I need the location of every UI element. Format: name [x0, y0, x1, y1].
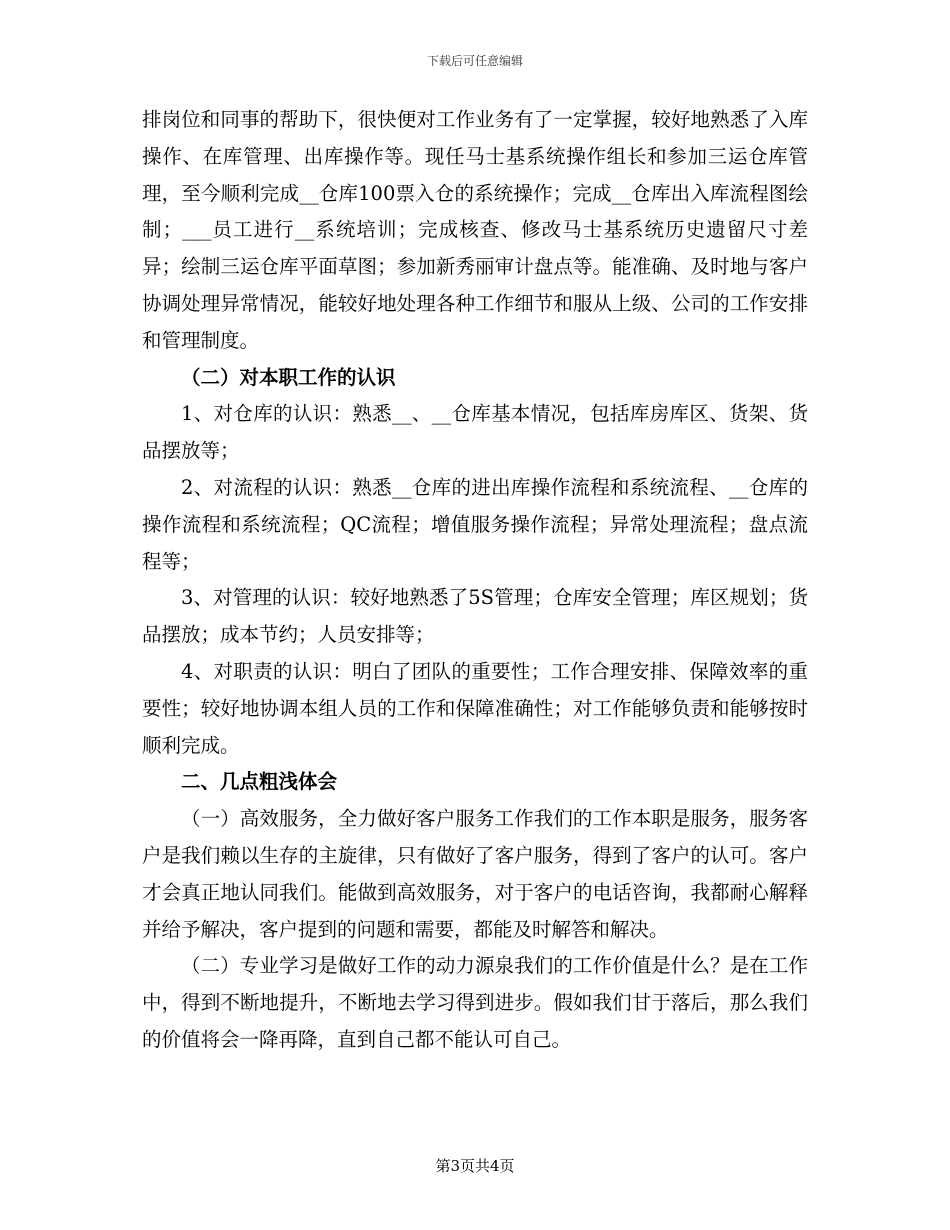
paragraph-management-understanding: 3、对管理的认识：较好地熟悉了5S管理；仓库安全管理；库区规划；货品摆放；成本节约；人员安排等； — [142, 586, 808, 647]
document-body — [142, 102, 808, 1059]
paragraph-process-understanding: 2、对流程的认识：熟悉__仓库的进出库操作流程和系统流程、__仓库的操作流程和系统流程；QC流程；增值服务操作流程；异常处理流程；盘点流程等； — [142, 475, 808, 573]
paragraph-professional-study: （二）专业学习是做好工作的动力源泉我们的工作价值是什么？是在工作中，得到不断地提升，不断地去学习得到进步。假如我们甘于落后，那么我们的价值将会一降再降，直到自己都不能认可自己。 — [142, 954, 808, 1051]
paragraph-warehouse-understanding: 1、对仓库的认识：熟悉__、__仓库基本情况，包括库房库区、货架、货品摆放等； — [142, 402, 808, 463]
page-number-footer: 第3页共4页 — [435, 1157, 515, 1175]
section-heading-experiences: 二、几点粗浅体会 — [181, 770, 338, 794]
paragraph-efficient-service: （一）高效服务，全力做好客户服务工作我们的工作本职是服务，服务客户是我们赖以生存的主旋律，只有做好了客户服务，得到了客户的认可。客户才会真正地认同我们。能做到高效服务，对于客户的电话咨询，我都耐心解释并给予解决，客户提到的问题和需要，都能及时解答和解决。 — [142, 807, 808, 941]
paragraph-duty-understanding: 4、对职责的认识：明白了团队的重要性；工作合理安排、保障效率的重要性；较好地协调本组人员的工作和保障准确性；对工作能够负责和能够按时顺利完成。 — [142, 659, 808, 757]
paragraph-work-experience: 排岗位和同事的帮助下，很快便对工作业务有了一定掌握，较好地熟悉了入库操作、在库管理、出库操作等。现任马士基系统操作组长和参加三运仓库管理，至今顺利完成__仓库100票入仓的系统操作；完成__仓库出入库流程图绘制；___员工进行__系统培训；完成核查、修改马士基系统历史遗留尺寸差异；绘制三运仓库平面草图；参加新秀丽审计盘点等。能准确、及时地与客户协调处理异常情况，能较好地处理各种工作细节和服从上级、公司的工作安排和管理制度。 — [142, 108, 808, 352]
section-heading-job-understanding: （二）对本职工作的认识 — [181, 365, 396, 389]
page-header: 下载后可任意编辑 — [426, 54, 523, 68]
